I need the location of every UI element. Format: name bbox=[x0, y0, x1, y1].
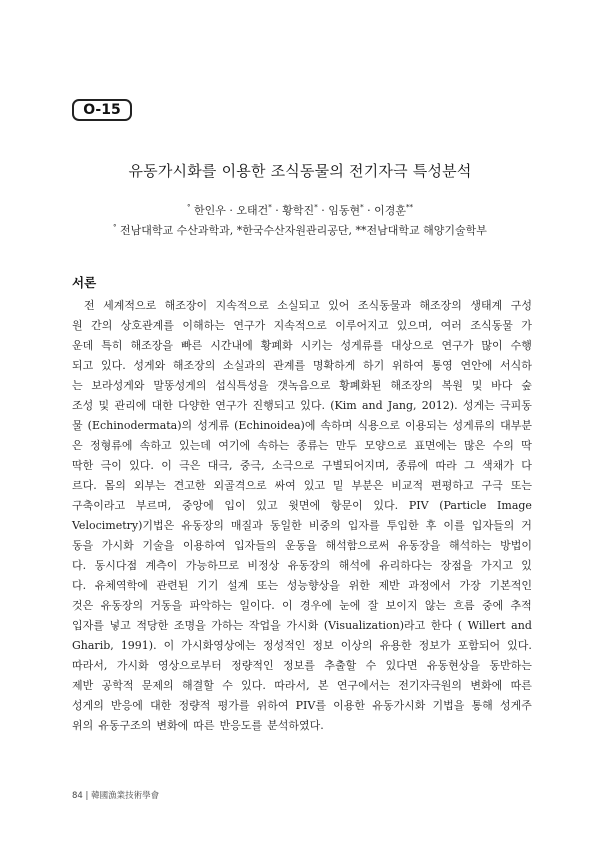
affiliation-text: 전남대학교 수산과학과, *한국수산자원관리공단, **전남대학교 해양기술학부 bbox=[120, 224, 487, 237]
author-separator: · bbox=[321, 204, 325, 217]
body-line: 제반 공학적 문제의 해결할 수 있다. 따라서, 본 연구에서는 전기자극원의 변화에 따른 bbox=[72, 679, 532, 692]
body-line: 딱한 극이 있다. 이 극은 대극, 중극, 소극으로 구별되어지며, 종류에 따라 그 색채가 다 bbox=[72, 459, 532, 472]
body-line: 전 세계적으로 해조장이 지속적으로 소실되고 있어 조식동물과 해조장의 생태계 구성 bbox=[84, 299, 532, 312]
page-footer: 84 | 韓國漁業技術學會 bbox=[72, 791, 160, 801]
author-separator: · bbox=[367, 204, 371, 217]
author-name: 임동현 bbox=[328, 204, 361, 217]
body-line: Gharib, 1991). 이 가시화영상에는 정성적인 정보 이상의 유용한 정보가 포함되어 있다. bbox=[72, 639, 532, 652]
body-line: 것은 유동장의 거동을 파악하는 일이다. 이 경우에 눈에 잘 보이지 않는 흐름 중에 추적 bbox=[72, 599, 532, 612]
author-separator: · bbox=[275, 204, 279, 217]
author-mark: * bbox=[268, 203, 272, 212]
body-text bbox=[72, 296, 532, 736]
paper-title: 유동가시화를 이용한 조식동물의 전기자극 특성분석 bbox=[128, 162, 472, 180]
body-line: 은 정형류에 속하고 있는데 여기에 속하는 종류는 만두 모양으로 표면에는 많은 수의 딱 bbox=[72, 439, 532, 452]
author-name: 이경훈 bbox=[374, 204, 406, 217]
body-line: 다. 동시다점 계측이 가능하므로 비정상 유동장의 해석에 유리하다는 장점을 가지고 있 bbox=[72, 559, 532, 572]
author-name: 한인우 bbox=[194, 204, 226, 217]
author-list bbox=[0, 202, 600, 218]
body-line: 입자를 넣고 적당한 조명을 가하는 작업을 가시화 (Visualization)라고 한다 ( Willert and bbox=[72, 619, 532, 632]
body-line: 위의 유동구조의 변화에 따른 반응도를 분석하였다. bbox=[72, 719, 324, 732]
body-line: 동을 가시화 기술을 이용하여 입자들의 운동을 해석함으로써 유동장을 해석하는 방법이 bbox=[72, 539, 532, 552]
body-line: 물 (Echinodermata)의 성게류 (Echinoidea)에 속하며 식용으로 이용되는 성게류의 대부분 bbox=[72, 419, 532, 432]
body-line: 원 간의 상호관계를 이해하는 연구가 지속적으로 이루어지고 있으며, 여러 조식동물 가 bbox=[72, 319, 532, 332]
body-line: 되고 있다. 성게와 해조장의 소실과의 관계를 명확하게 하기 위하여 통영 연안에 서식하 bbox=[72, 359, 532, 372]
author-mark: * bbox=[314, 203, 318, 212]
section-heading: 서론 bbox=[72, 275, 97, 290]
author-name: 오태건 bbox=[236, 204, 269, 217]
author-separator: · bbox=[229, 204, 233, 217]
author-name: 황학진 bbox=[282, 204, 315, 217]
body-line: 운데 특히 해조장을 빠른 시간내에 황폐화 시키는 성게류를 대상으로 연구가 많이 수행 bbox=[72, 339, 532, 352]
author-mark: ° bbox=[187, 203, 191, 212]
body-line: 는 보라성게와 말똥성게의 섭식특성을 갯녹음으로 황폐화된 해조장의 복원 및 바다 숲 bbox=[72, 379, 532, 392]
body-line: 르다. 몸의 외부는 견고한 외골격으로 싸여 있고 밑 부분은 비교적 편평하고 구극 또는 bbox=[72, 479, 532, 492]
body-line: 따라서, 가시화 영상으로부터 정량적인 정보를 추출할 수 있다면 유동현상을 동반하는 bbox=[72, 659, 532, 672]
session-badge: O-15 bbox=[72, 99, 132, 121]
affiliation-line bbox=[0, 222, 600, 238]
body-line: 구축이라고 부르며, 중앙에 입이 있고 윗면에 항문이 있다. PIV (Particle Image bbox=[72, 499, 532, 512]
author-mark: * bbox=[360, 203, 364, 212]
affiliation-mark: ° bbox=[113, 223, 117, 232]
author-mark: ** bbox=[405, 203, 413, 212]
body-line: 조성 및 관리에 대한 다양한 연구가 진행되고 있다. (Kim and Jang, 2012). 성게는 극피동 bbox=[72, 399, 532, 412]
body-line: 성게의 반응에 대한 정량적 평가를 위하여 PIV를 이용한 유동가시화 기법을 통해 성게주 bbox=[72, 699, 532, 712]
body-line: Velocimetry)기법은 유동장의 매질과 동일한 비중의 입자를 투입한 후 이를 입자들의 거 bbox=[72, 519, 532, 532]
body-line: 다. 유체역학에 관련된 기기 설계 또는 성능향상을 위한 제반 과정에서 가장 기본적인 bbox=[72, 579, 532, 592]
